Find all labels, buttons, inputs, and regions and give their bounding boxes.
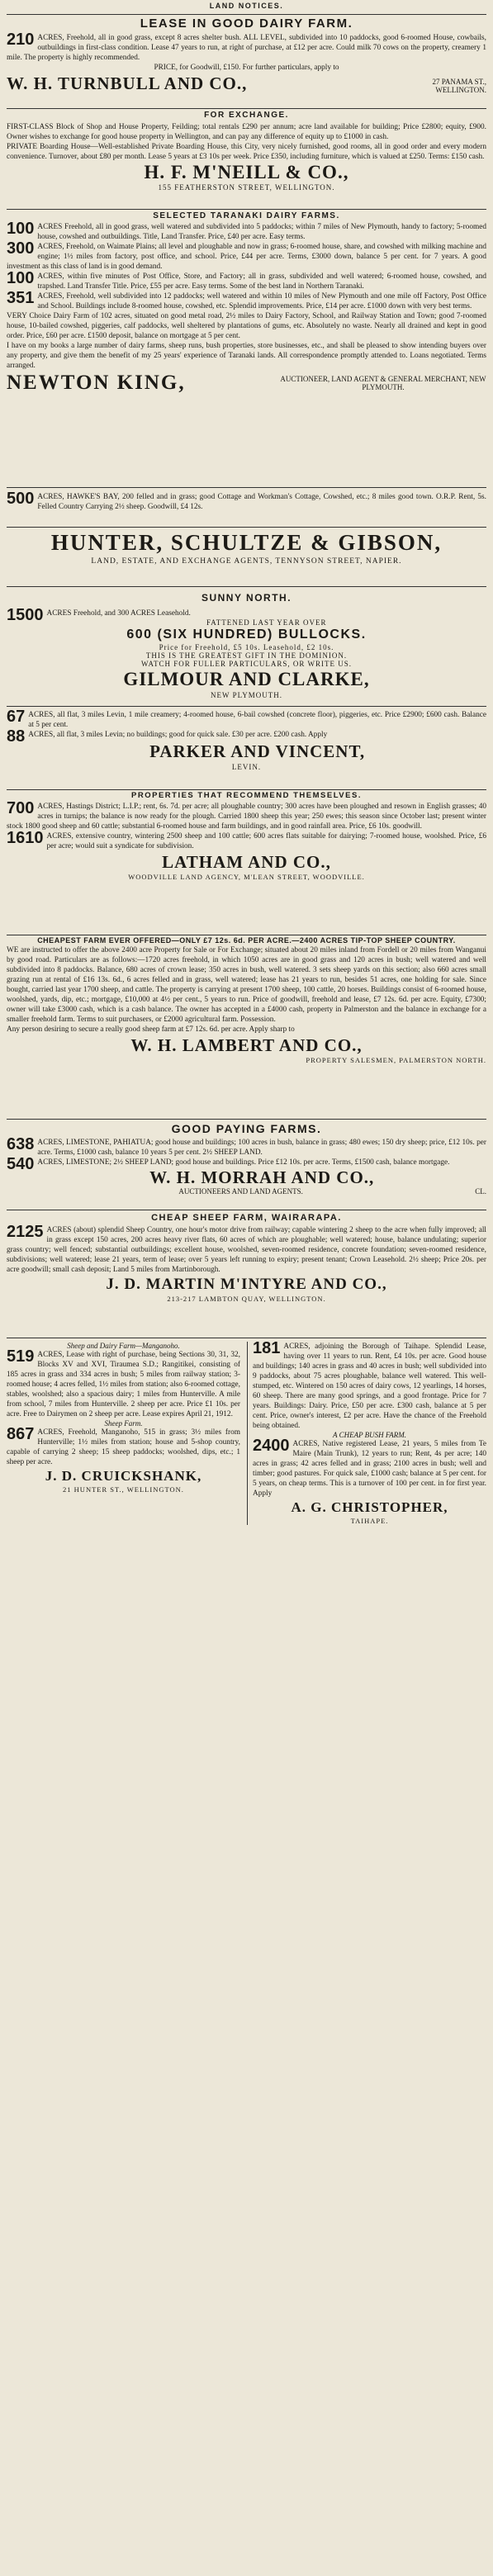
ad-cheap-sheep-farm: [7, 1210, 486, 1334]
firm-name: NEWTON KING,: [7, 372, 186, 394]
ad-heading: LEASE IN GOOD DAIRY FARM.: [140, 17, 353, 31]
ad-hunter-schultze-gibson: [7, 527, 486, 574]
ad-good-paying-farms: [7, 1119, 486, 1206]
ad-heading: SELECTED TARANAKI DAIRY FARMS.: [153, 211, 340, 220]
ad-paragraph: WE are instructed to offer the above 2400 acre Property for Sale or For Exchange; situated about 20 miles inland from Fordell or 20 miles from Wanganui by good road. Particulars are as follows:—1720 acres freehold, in which 1050 acres are in good grass and 120 acres in bush; well watered and well subdivided into 8 paddocks. Balance, 680 acres of crown lease; 350 acres in bush, well watered. 3 sets sheep yards on this section; also 660 acres small grazing run at rental of £16 13s. 6d., 6 acres felled and in grass, well watered; lease has 21 years to run, besides 51 acres, one holding for sale. Since bought, carried last year 1700 sheep, and cattle. The property is carrying at present 1700 sheep, 100 cattle, 20 horses. Buildings consist of 6-roomed house, woolshed, yards, dip, etc.; mortgage, £10,000 at 4½ per cent., 5 years to run. Price of goodwill, freehold and lease, £7 12s. 6d. per acre. Equity, £7300; owner will take £3000 cash, which is a cash balance. The owner has accepted in a £4000 cash, property in Palmerston and the balance in exchange for a smaller freehold farm. Terms to suit purchasers, or £2000 agricultural farm. Possession.: [7, 946, 486, 1024]
listing: 100 ACRES Freehold, all in good grass, well watered and subdivided into 5 paddocks; within 7 miles of New Plymouth, handy to factory; 5-roomed house, cowshed and outbuildings. Title, Land Transfer. Price, £40 per acre. Easy terms.: [7, 220, 486, 241]
listing: 300 ACRES, Freehold, on Waimate Plains; all level and ploughable and now in grass; 6-roomed house, share, and cowshed with milking machine and engine; 1½ miles from factory, post office, and school. Price, £44 per acre. Terms, £3000 down, balance 5 per cent. for 7 years. A good investment as this class of land is in good demand.: [7, 239, 486, 271]
firm-address: AUCTIONEER, LAND AGENT & GENERAL MERCHANT, NEW PLYMOUTH.: [280, 375, 486, 391]
ad-line: Price for Freehold, £5 10s. Leasehold, £2 10s.: [159, 643, 334, 651]
page-title-row: [7, 0, 486, 12]
ad-heading: CHEAPEST FARM EVER OFFERED—ONLY £7 12s. 6d. PER ACRE.—2400 ACRES TIP-TOP SHEEP COUNTRY.: [37, 936, 456, 945]
ad-heading: CHEAP SHEEP FARM, WAIRARAPA.: [151, 1213, 342, 1223]
listing: 867 ACRES, Freehold, Manganoho, 515 in grass; 3½ miles from Hunterville; 1½ miles from station; house and 5-shop country, capable of carrying 2 sheep; 15 sheep paddocks; woolshed, dips, etc.; 1 sheep per acre.: [7, 1425, 240, 1466]
firm-name: H. F. M'NEILL & CO.,: [144, 162, 349, 182]
firm-address: NEW PLYMOUTH.: [211, 691, 282, 699]
listing: 540 ACRES, LIMESTONE; 2½ SHEEP LAND; good house and buildings. Price £12 10s. per acre. Terms, £1500 cash, balance mortgage.: [7, 1155, 450, 1173]
listing: 88 ACRES, all flat, 3 miles Levin; no buildings; good for quick sale. £30 per acre. £200 cash. Apply: [7, 727, 328, 746]
ad-sunny-north: [7, 586, 486, 703]
ad-subheading: Sheep Farm.: [104, 1419, 143, 1428]
ad-subheading: A CHEAP BUSH FARM.: [333, 1431, 406, 1439]
firm-address: 155 FEATHERSTON STREET, WELLINGTON.: [158, 183, 335, 192]
ad-price: PRICE, for Goodwill, £150. For further particulars, apply to: [154, 64, 339, 72]
ad-heading: SUNNY NORTH.: [201, 592, 292, 604]
firm-address: LAND, ESTATE, AND EXCHANGE AGENTS, TENNYSON STREET, NAPIER.: [91, 557, 402, 566]
listing: 351 ACRES, Freehold, well subdivided into 12 paddocks; well watered and within 10 miles of New Plymouth and one mile off Factory, Post Office and School. Buildings include 8-roomed house, cowshed, etc. Splendid improvements. Price, £14 per acre. £1000 down with very best terms.: [7, 289, 486, 310]
firm-name: W. H. MORRAH AND CO.,: [149, 1167, 375, 1187]
ad-cheapest-farm: [7, 935, 486, 1115]
listing: 2400 ACRES, Native registered Lease, 21 years, 5 miles from Te Maire (Main Trunk), 12 years to run; Rent, 4s per acre; 140 acres in grass; 42 acres felled and in grass; 2100 acres in bush; well and timber; good pastures. For quick sale, £1000 cash; balance at 5 per cent. for 5 years, on cheap terms. This is a turnover of 100 per cent. in for first year. Apply: [253, 1437, 486, 1498]
firm-address: WOODVILLE LAND AGENCY, M'LEAN STREET, WOODVILLE.: [128, 873, 365, 881]
ad-feature: 600 (SIX HUNDRED) BULLOCKS.: [126, 627, 367, 642]
left-column: [7, 1342, 240, 1525]
ad-paragraph: Any person desiring to secure a really good sheep farm at £7 12s. 6d. per acre. Apply sharp to: [7, 1025, 295, 1034]
firm-name: LATHAM AND CO.,: [162, 852, 331, 872]
ad-heading: GOOD PAYING FARMS.: [171, 1122, 322, 1135]
ad-line: FATTENED LAST YEAR OVER: [206, 618, 327, 627]
listing: 100 ACRES, within five minutes of Post Office, Store, and Factory; all in grass, subdivided and well watered; 6-roomed house, cowshed, and trapshed. Land Transfer Title. Price, £55 per acre. Easy terms. Some of the best land in Northern Taranaki.: [7, 269, 486, 291]
listing: 1610 ACRES, extensive country, wintering 2500 sheep and 100 cattle; 600 acres flats suitable for dairying; 7-roomed house, woolshed. Price, £6 per acre; would suit a syndicate for subdivision.: [7, 829, 486, 850]
firm-name: J. D. CRUICKSHANK,: [45, 1468, 202, 1484]
listing: 1500 ACRES Freehold, and 300 ACRES Leasehold.: [7, 606, 191, 624]
page-title: LAND NOTICES.: [209, 2, 284, 10]
firm-address: AUCTIONEERS AND LAND AGENTS.: [178, 1187, 303, 1196]
ad-paragraph: PRIVATE Boarding House—Well-established Private Boarding House, this City, very nicely furnished, good rooms, all in good order and every modern convenience. Turnover, about £80 per month. Lease 5 years at £3 10s per week. Price £350, including furniture, which is valued at £250. Terms: £150 cash.: [7, 143, 486, 161]
listing: 519 ACRES, Lease with right of purchase, being Sections 30, 31, 32, Blocks XV and XVI, Tiraumea S.D.; Rangitikei, consisting of 185 acres in grass and 334 acres in bush; 5 miles from railway station; 3-roomed house; 4 acres felled, 1½ miles from station; also 6-roomed cottage, stables, woolshed; also a spacious dairy; 1 miles from Hunterville. A mile from school, 7 miles from Hunterville. 2 sheep per acre. Price £1 10s. per acre. Free to Dairymen on 2 sheep per acre. Lease expires April 21, 1912.: [7, 1347, 240, 1418]
firm-name: GILMOUR AND CLARKE,: [123, 669, 370, 689]
firm-address: 21 HUNTER ST., WELLINGTON.: [63, 1485, 184, 1494]
ad-properties-recommend: [7, 789, 486, 932]
ad-subheading: Sheep and Dairy Farm—Manganoho.: [67, 1342, 180, 1350]
listing: VERY Choice Dairy Farm of 102 acres, situated on good metal road, 2½ miles to Dairy Factory, School, and Railway Station and Town; good 7-roomed house, 10-bailed cowshed, piggeries, calf paddocks, well sheltered by plantations of gums, etc. Absolutely no waste. Nearly all drained and kept in good order. Price, £60 per acre. £1500 deposit, balance on mortgage at 5 per cent.: [7, 312, 486, 340]
listing: 500 ACRES, HAWKE'S BAY, 200 felled and in grass; good Cottage and Workman's Cottage, Cowshed, etc.; 8 miles good town. O.R.P. Rent, 5s. Felled Country Carrying 2½ sheep. Goodwill, £4 12s.: [7, 490, 486, 511]
ad-signature: [7, 1187, 486, 1196]
agent-note: I have on my books a large number of dairy farms, sheep runs, bush properties, store businesses, etc., and shall be pleased to show intending buyers over any property, and give them the benefit of my 25 years' experience of Taranaki lands. All correspondence promptly attended to. Loans negotiated. Terms arranged.: [7, 342, 486, 370]
ad-parker-vincent: [7, 706, 486, 786]
ad-heading: PROPERTIES THAT RECOMMEND THEMSELVES.: [131, 791, 362, 800]
ad-line: THIS IS THE GREATEST GIFT IN THE DOMINION.: [145, 651, 348, 660]
ad-signature: [7, 73, 486, 94]
ad-line: WATCH FOR FULLER PARTICULARS, OR WRITE US.: [141, 660, 352, 668]
firm-address: TAIHAPE.: [350, 1517, 389, 1525]
listing: 181 ACRES, adjoining the Borough of Taihape. Splendid Lease, having over 11 years to run. Rent, £4 10s. per acre. Good house and buildings; 140 acres in grass and 40 acres in bush; well subdivided into 9 paddocks, about 75 acres ploughable, balance well watered. This well-stumped, etc. Wintered on 150 acres of dairy cows, 12 yearlings, 14 horses, 60 sheep. There are many good springs, and a good frontage. Price for 7 years. Buildings: Dairy. Price, £50 per acre. £300 cash, balance at 5 per cent. Price, owner's interest, £2 per acre. Have the chance of the Freehold being obtained.: [253, 1339, 486, 1430]
ad-heading: FOR EXCHANGE.: [204, 111, 289, 120]
listing: 700 ACRES, Hastings District; L.I.P.; rent, 6s. 7d. per acre; all ploughable country; 300 acres have been ploughed and resown in English grasses; 40 acres in turnips; the balance is now ready for the plough. Carried 1800 sheep this year; 250 ewes; this season since October last; present winter stock 1800 good sheep and 60 cattle; substantial 6-roomed house and farm buildings, and in good rainfall area. Price, £6 10s. goodwill.: [7, 799, 486, 831]
listing: 638 ACRES, LIMESTONE, PAHIATUA; good house and buildings; 100 acres in bush, balance in grass; 480 ewes; 150 dry sheep; price, £12 10s. per acre. Terms, £1000 cash, balance 10 years 5 per cent. 2½ SHEEP LAND.: [7, 1135, 486, 1157]
acreage-number: 210: [7, 31, 35, 49]
firm-address: LEVIN.: [231, 763, 262, 771]
firm-name: W. H. LAMBERT AND CO.,: [130, 1035, 363, 1055]
ad-hawkes-bay: [7, 487, 486, 524]
firm-name: PARKER AND VINCENT,: [149, 741, 366, 761]
firm-name: W. H. TURNBULL AND CO.,: [7, 73, 248, 93]
ad-signature: [7, 371, 486, 395]
ad-tag: CL.: [475, 1187, 486, 1196]
firm-name: J. D. MARTIN M'INTYRE AND CO.,: [106, 1276, 387, 1293]
ad-two-column-farms: [7, 1338, 486, 1594]
ad-taranaki-dairy-farms: [7, 209, 486, 485]
listing: 67 ACRES, all flat, 3 miles Levin, 1 mile creamery; 4-roomed house, 6-bail cowshed (concrete floor), piggeries, etc. Price £2900; £600 cash. Balance at 5 per cent.: [7, 708, 486, 729]
firm-address: PROPERTY SALESMEN, PALMERSTON NORTH.: [306, 1056, 486, 1064]
listing: 2125 ACRES (about) splendid Sheep Country, one hour's motor drive from railway; capable wintering 2 sheep to the acre when fully improved; all in grass except 150 acres, 200 acres heavy river flats, 60 acres of which are ploughable; well watered; house, balance undulating; superior grass country; well fenced; substantial outbuildings; excellent house, woolshed, seven-roomed residence, concrete foundation; seven-roomed residence, subdivisions; well watered; lease 21 years, term of lease; over 5 years left running to expiry; present tenant; Crown Leasehold. 2½ sheep; Price 20s. per acre goodwill; small cash deposit; Land 5 miles from Martinborough.: [7, 1223, 486, 1274]
firm-address: 27 PANAMA ST., WELLINGTON.: [432, 78, 486, 94]
ad-body: 210 ACRES, Freehold, all in good grass, except 8 acres shelter bush. ALL LEVEL, subdivided into 10 paddocks, good 6-roomed House, cowbails, outbuildings in first-class condition. Lease 47 years to run, at right of purchase, at £12 per acre. Could milk 70 cows on the property, creamery 1 mile. The property is highly recommended.: [7, 31, 486, 62]
ad-paragraph: FIRST-CLASS Block of Shop and House Property, Feilding; total rentals £290 per annum; acre land available for building; Price £2800; equity, £900. Owner wishes to exchange for good house property in Wellington, and can pay any difference of equity up to £1000 in cash.: [7, 123, 486, 141]
firm-name: A. G. CHRISTOPHER,: [291, 1499, 448, 1515]
ad-for-exchange: [7, 108, 486, 206]
right-column: [247, 1339, 486, 1525]
firm-address: 213-217 LAMBTON QUAY, WELLINGTON.: [167, 1295, 326, 1303]
ad-lease-dairy-farm: [7, 14, 486, 106]
firm-name: HUNTER, SCHULTZE & GIBSON,: [50, 530, 443, 555]
